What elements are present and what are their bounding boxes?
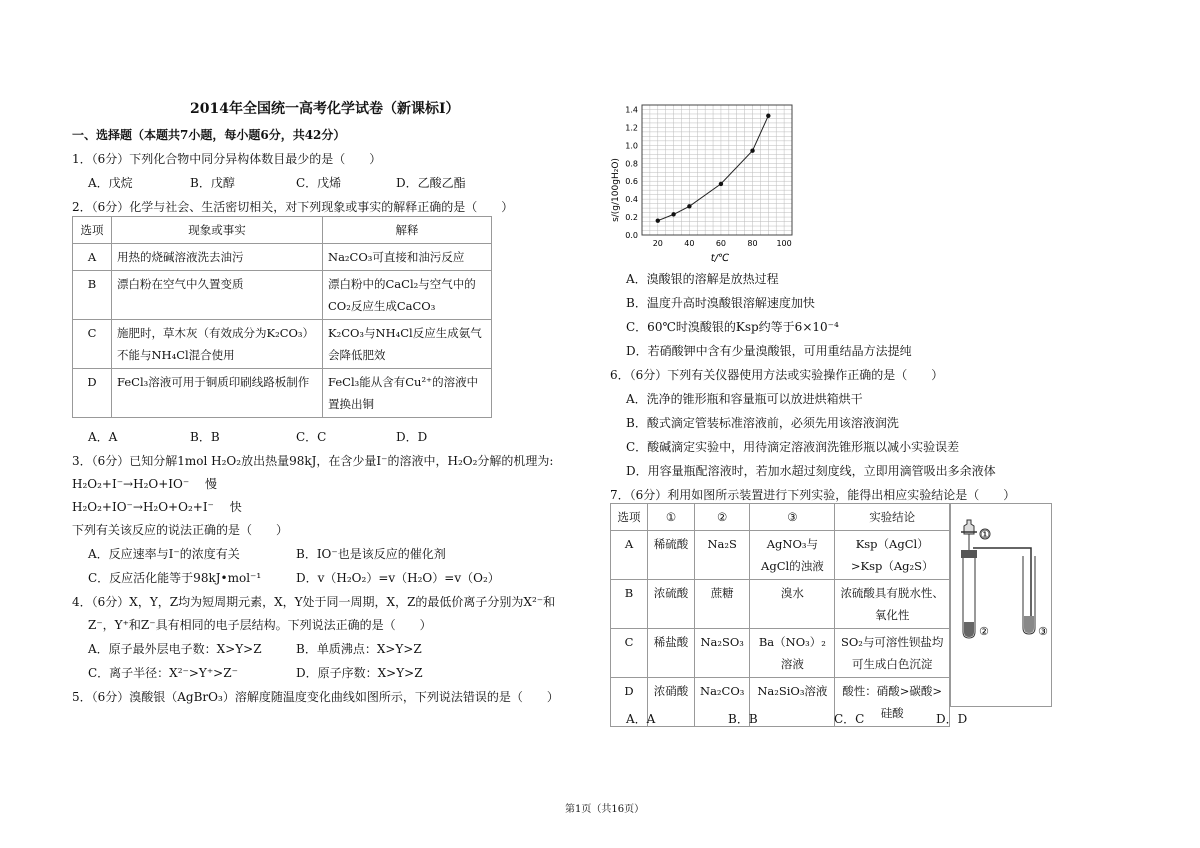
y-tick-label: 0.8	[625, 159, 638, 169]
q2-option-a: A．A	[88, 430, 118, 444]
table-cell: 漂白粉中的CaCl₂与空气中的CO₂反应生成CaCO₃	[323, 271, 492, 320]
q5-option-a: A．溴酸银的溶解是放热过程	[626, 272, 779, 286]
table-cell: 用热的烧碱溶液洗去油污	[112, 244, 323, 271]
q1-option-a: A．戊烷	[88, 176, 133, 190]
q3-option-c: C．反应活化能等于98kJ•mol⁻¹	[88, 571, 262, 585]
q6-stem: 6．（6分）下列有关仪器使用方法或实验操作正确的是（ ）	[610, 368, 944, 382]
table-cell: D	[611, 678, 648, 727]
x-tick-label: 40	[684, 239, 695, 248]
label-3: ③	[1038, 625, 1048, 638]
table-header: 现象或事实	[112, 217, 323, 244]
table-cell: B	[73, 271, 112, 320]
table-cell: D	[73, 369, 112, 418]
table-header: ①	[648, 504, 695, 531]
q2-option-c: C．C	[296, 430, 327, 444]
x-tick-label: 100	[776, 239, 792, 248]
q7-option-b: B．B	[728, 712, 758, 726]
q2-table	[72, 216, 492, 418]
y-tick-label: 1.4	[625, 105, 638, 115]
q2-option-b: B．B	[190, 430, 220, 444]
label-2: ②	[979, 625, 989, 638]
table-header: 实验结论	[835, 504, 950, 531]
data-point	[719, 182, 723, 186]
x-tick-label: 60	[715, 239, 727, 248]
chart-ylabel: s/(g/100gH₂O)	[611, 158, 621, 222]
q7-stem: 7．（6分）利用如图所示装置进行下列实验，能得出相应实验结论是（ ）	[610, 488, 1016, 502]
table-cell: Ksp（AgCl）>Ksp（Ag₂S）	[835, 531, 950, 580]
table-header: ②	[695, 504, 750, 531]
table-cell: 浓硫酸	[648, 580, 695, 629]
q3-option-a: A．反应速率与I⁻的浓度有关	[88, 547, 240, 561]
table-cell: Na₂CO₃	[695, 678, 750, 727]
table-cell: C	[611, 629, 648, 678]
q4-option-d: D．原子序数：X>Y>Z	[296, 666, 423, 680]
table-cell: Na₂SiO₃溶液	[750, 678, 835, 727]
q5-option-d: D．若硝酸钾中含有少量溴酸银，可用重结晶方法提纯	[626, 344, 912, 358]
chart-xlabel: t/℃	[710, 253, 730, 264]
q3-equation-slow: H₂O₂+I⁻→H₂O+IO⁻ 慢	[72, 477, 218, 491]
y-tick-label: 0.6	[625, 177, 638, 187]
q3-option-b: B．IO⁻也是该反应的催化剂	[296, 547, 446, 561]
q7-table	[610, 503, 950, 727]
page-footer: 第1页（共16页）	[565, 804, 645, 815]
y-tick-label: 0.2	[625, 213, 638, 223]
table-cell: 漂白粉在空气中久置变质	[112, 271, 323, 320]
table-cell: 稀硫酸	[648, 531, 695, 580]
data-point	[656, 218, 660, 222]
q2-stem: 2．（6分）化学与社会、生活密切相关，对下列现象或事实的解释正确的是（ ）	[72, 200, 514, 214]
table-cell: 浓硫酸具有脱水性、氧化性	[835, 580, 950, 629]
test-tube-icon	[1023, 556, 1035, 634]
separatory-funnel-icon	[961, 520, 977, 552]
q7-option-d: D．D	[936, 712, 968, 726]
table-cell: K₂CO₃与NH₄Cl反应生成氨气会降低肥效	[323, 320, 492, 369]
table-cell: 浓硝酸	[648, 678, 695, 727]
y-tick-label: 0.4	[625, 195, 638, 205]
q5-option-b: B．温度升高时溴酸银溶解速度加快	[626, 296, 815, 310]
label-1: ①	[980, 528, 990, 541]
plot-frame	[642, 105, 792, 235]
x-tick-label: 20	[652, 239, 663, 248]
q3-stem: 3．（6分）已知分解1mol H₂O₂放出热量98kJ，在含少量I⁻的溶液中，H₂O₂分解的机理为:	[72, 454, 554, 468]
q1-stem: 1．（6分）下列化合物中同分异构体数目最少的是（ ）	[72, 152, 382, 166]
solubility-chart	[610, 95, 810, 265]
table-cell: 溴水	[750, 580, 835, 629]
table-cell: AgNO₃与AgCl的浊液	[750, 531, 835, 580]
delivery-tube-icon	[973, 548, 1031, 630]
q3-option-d: D．v（H₂O₂）=v（H₂O）=v（O₂）	[296, 571, 500, 585]
q6-option-b: B．酸式滴定管装标准溶液前，必须先用该溶液润洗	[626, 416, 899, 430]
table-cell: SO₂与可溶性钡盐均可生成白色沉淀	[835, 629, 950, 678]
table-header: ③	[750, 504, 835, 531]
table-cell: 蔗糖	[695, 580, 750, 629]
apparatus-figure	[950, 503, 1052, 707]
q3-sub-stem: 下列有关该反应的说法正确的是（ ）	[72, 523, 289, 537]
table-cell: Na₂CO₃可直接和油污反应	[323, 244, 492, 271]
q1-option-d: D．乙酸乙酯	[396, 176, 466, 190]
table-cell: 酸性：硝酸>碳酸>硅酸	[835, 678, 950, 727]
data-point	[671, 212, 675, 216]
table-cell: C	[73, 320, 112, 369]
data-point	[750, 149, 754, 153]
x-tick-label: 80	[747, 239, 758, 248]
q5-stem: 5．（6分）溴酸银（AgBrO₃）溶解度随温度变化曲线如图所示，下列说法错误的是（ ）	[72, 690, 559, 704]
q1-option-b: B．戊醇	[190, 176, 235, 190]
test-tube-icon	[961, 550, 977, 638]
q4-option-c: C．离子半径：X²⁻>Y⁺>Z⁻	[88, 666, 238, 680]
data-point	[687, 204, 691, 208]
data-point	[766, 114, 770, 118]
table-cell: Na₂S	[695, 531, 750, 580]
q2-option-d: D．D	[396, 430, 428, 444]
table-cell: 施肥时，草木灰（有效成分为K₂CO₃）不能与NH₄Cl混合使用	[112, 320, 323, 369]
table-cell: Ba（NO₃）₂溶液	[750, 629, 835, 678]
table-cell: FeCl₃溶液可用于铜质印刷线路板制作	[112, 369, 323, 418]
table-header: 选项	[611, 504, 648, 531]
y-tick-label: 1.2	[625, 123, 638, 133]
q4-option-a: A．原子最外层电子数：X>Y>Z	[88, 642, 262, 656]
q4-option-b: B．单质沸点：X>Y>Z	[296, 642, 422, 656]
section-heading: 一、选择题（本题共7小题，每小题6分，共42分）	[72, 128, 346, 142]
q7-option-c: C．C	[834, 712, 865, 726]
y-tick-label: 0.0	[625, 231, 638, 240]
q4-stem-line2: Z⁻，Y⁺和Z⁻具有相同的电子层结构。下列说法正确的是（ ）	[88, 618, 432, 632]
q7-option-a: A．A	[626, 712, 656, 726]
q6-option-d: D．用容量瓶配溶液时，若加水超过刻度线，立即用滴管吸出多余液体	[626, 464, 996, 478]
table-cell: Na₂SO₃	[695, 629, 750, 678]
q5-option-c: C．60℃时溴酸银的Ksp约等于6×10⁻⁴	[626, 320, 839, 334]
table-cell: FeCl₃能从含有Cu²⁺的溶液中置换出铜	[323, 369, 492, 418]
table-header: 解释	[323, 217, 492, 244]
q6-option-c: C．酸碱滴定实验中，用待滴定溶液润洗锥形瓶以减小实验误差	[626, 440, 960, 454]
q1-option-c: C．戊烯	[296, 176, 342, 190]
y-tick-label: 1.0	[625, 141, 638, 151]
page-title: 2014年全国统一高考化学试卷（新课标I）	[190, 101, 460, 117]
table-cell: B	[611, 580, 648, 629]
chart-grid	[642, 105, 792, 235]
table-cell: 稀盐酸	[648, 629, 695, 678]
q6-option-a: A．洗净的锥形瓶和容量瓶可以放进烘箱烘干	[626, 392, 863, 406]
q4-stem-line1: 4．（6分）X，Y，Z均为短周期元素，X，Y处于同一周期，X，Z的最低价离子分别为X²⁻和	[72, 595, 556, 609]
q3-equation-fast: H₂O₂+IO⁻→H₂O+O₂+I⁻ 快	[72, 500, 242, 514]
table-cell: A	[611, 531, 648, 580]
table-cell: A	[73, 244, 112, 271]
table-header: 选项	[73, 217, 112, 244]
